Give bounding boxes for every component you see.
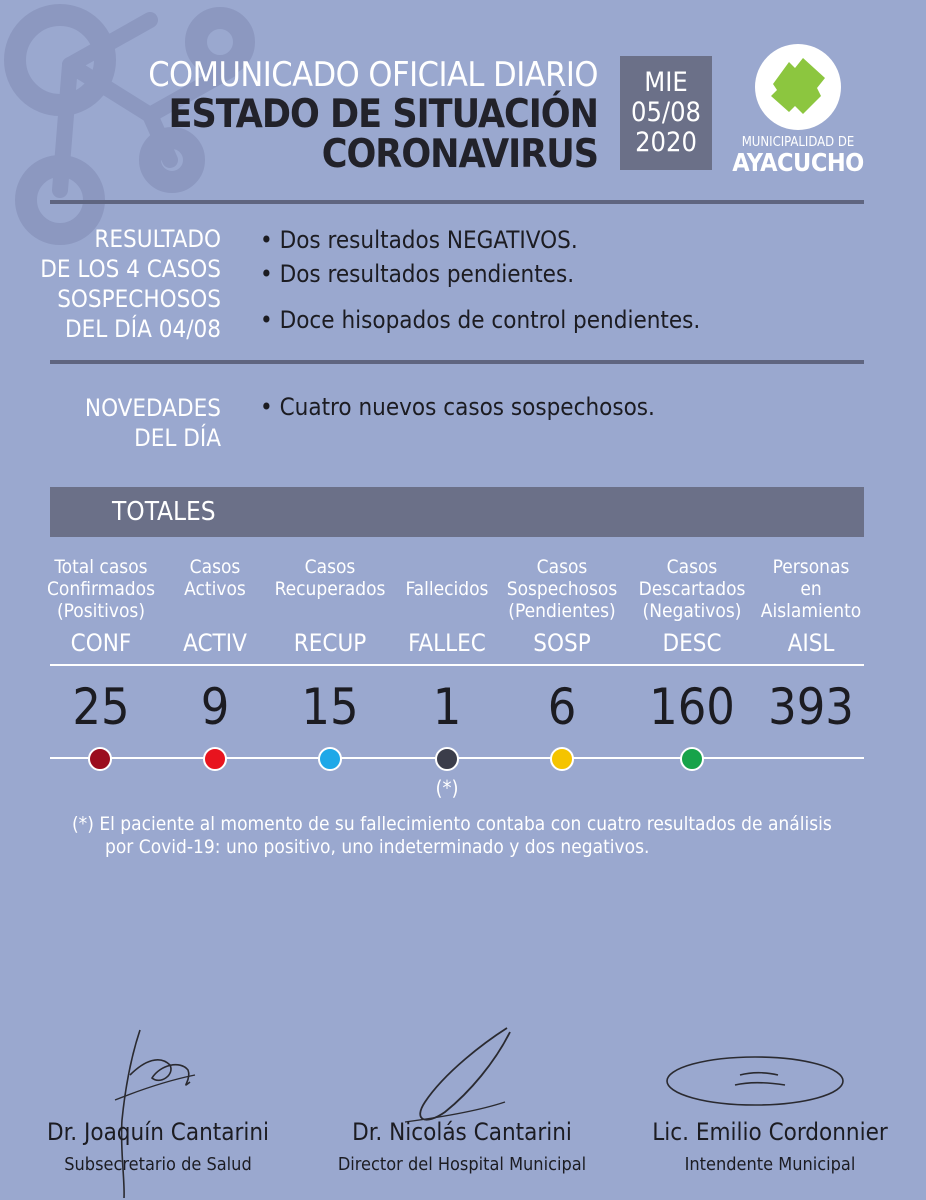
totales-title: TOTALES xyxy=(112,497,216,527)
date-date: 05/08 xyxy=(631,97,701,128)
header-title-line-2: CORONAVIRUS xyxy=(321,132,598,177)
col-head-line: en xyxy=(800,578,822,600)
map-shape-icon xyxy=(755,44,841,130)
col-head-aisl xyxy=(751,556,871,622)
resultados-label-line: RESULTADO xyxy=(94,225,221,253)
divider xyxy=(50,360,864,364)
novedades-label xyxy=(85,393,221,453)
col-head-line: (Negativos) xyxy=(642,600,742,622)
col-head-line: Aislamiento xyxy=(760,600,862,622)
col-head-line: Casos xyxy=(536,556,588,578)
dot-fallec xyxy=(435,747,459,771)
novedades-label-line: DEL DÍA xyxy=(134,424,221,452)
value-sosp: 6 xyxy=(547,678,577,736)
abbr-desc: DESC xyxy=(662,629,722,657)
col-head-line: Casos xyxy=(189,556,241,578)
col-head-line: (Pendientes) xyxy=(508,600,616,622)
abbr-sosp: SOSP xyxy=(533,629,591,657)
asterisk-mark: (*) xyxy=(435,776,459,800)
logo-caption-small: MUNICIPALIDAD DE xyxy=(741,135,855,150)
value-conf: 25 xyxy=(72,678,130,736)
abbr-conf: CONF xyxy=(70,629,132,657)
municipality-logo xyxy=(755,44,841,130)
value-activ: 9 xyxy=(200,678,230,736)
col-head-line: Total casos xyxy=(54,556,148,578)
signature-name: Dr. Nicolás Cantarini xyxy=(352,1118,572,1146)
date-day: MIE xyxy=(644,67,688,98)
resultados-label-line: SOSPECHOSOS xyxy=(57,285,221,313)
col-head-line: (Positivos) xyxy=(56,600,145,622)
signature-name: Lic. Emilio Cordonnier xyxy=(652,1118,888,1146)
col-head-line: Descartados xyxy=(638,578,746,600)
date-year: 2020 xyxy=(635,127,697,158)
value-fallec: 1 xyxy=(432,678,462,736)
dot-recup xyxy=(318,747,342,771)
divider xyxy=(50,664,864,666)
col-head-line: Confirmados xyxy=(46,578,156,600)
col-head-desc xyxy=(632,556,752,622)
signature-name: Dr. Joaquín Cantarini xyxy=(47,1118,269,1146)
col-head-line: Recuperados xyxy=(274,578,386,600)
value-aisl: 393 xyxy=(768,678,854,736)
footnote-line: (*) El paciente al momento de su fallecimiento contaba con cuatro resultados de análisis xyxy=(72,813,832,835)
logo-caption-big: AYACUCHO xyxy=(732,148,864,177)
col-head-conf xyxy=(41,556,161,622)
signature-role: Subsecretario de Salud xyxy=(64,1154,252,1175)
dot-sosp xyxy=(550,747,574,771)
col-head-line: Casos xyxy=(304,556,356,578)
col-head-line: Activos xyxy=(184,578,246,600)
resultados-label-line: DEL DÍA 04/08 xyxy=(65,315,221,343)
signature-scribble-3-icon xyxy=(660,1045,850,1115)
resultados-label xyxy=(40,224,221,344)
header-subtitle: COMUNICADO OFICIAL DIARIO xyxy=(148,55,598,95)
abbr-fallec: FALLEC xyxy=(408,629,486,657)
signature-scribble-2-icon xyxy=(395,1022,525,1132)
resultados-bullet: • Doce hisopados de control pendientes. xyxy=(260,306,701,334)
col-head-line: Sospechosos xyxy=(506,578,618,600)
signature-role: Intendente Municipal xyxy=(684,1154,856,1175)
value-desc: 160 xyxy=(649,678,735,736)
header-title-line-1: ESTADO DE SITUACIÓN xyxy=(168,92,598,137)
col-head-line: Personas xyxy=(772,556,850,578)
col-head-line: Fallecidos xyxy=(405,578,489,600)
col-head-sosp xyxy=(502,556,622,622)
col-head-activ xyxy=(155,556,275,600)
dot-desc xyxy=(680,747,704,771)
novedades-bullet: • Cuatro nuevos casos sospechosos. xyxy=(260,393,655,421)
abbr-aisl: AISL xyxy=(787,629,835,657)
col-head-line: Casos xyxy=(666,556,718,578)
abbr-activ: ACTIV xyxy=(183,629,247,657)
resultados-bullet: • Dos resultados pendientes. xyxy=(260,260,575,288)
footnote-line: por Covid-19: uno positivo, uno indeterminado y dos negativos. xyxy=(105,836,650,858)
date-box xyxy=(620,56,712,170)
abbr-recup: RECUP xyxy=(293,629,367,657)
col-head-fallec xyxy=(387,578,507,600)
divider xyxy=(50,200,864,204)
resultados-bullet: • Dos resultados NEGATIVOS. xyxy=(260,226,578,254)
dot-activ xyxy=(203,747,227,771)
value-recup: 15 xyxy=(301,678,359,736)
resultados-label-line: DE LOS 4 CASOS xyxy=(40,255,221,283)
col-head-recup xyxy=(270,556,390,600)
signature-role: Director del Hospital Municipal xyxy=(337,1154,587,1175)
novedades-label-line: NOVEDADES xyxy=(84,394,221,422)
dot-conf xyxy=(88,747,112,771)
